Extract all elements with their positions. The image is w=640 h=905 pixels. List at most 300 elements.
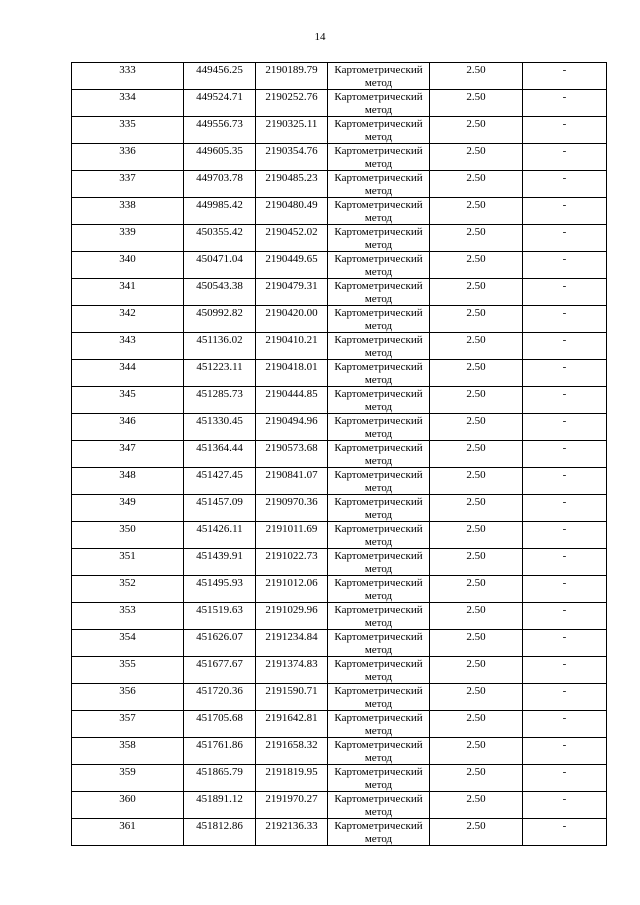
y-coordinate-cell [256, 765, 328, 792]
y-coordinate-cell-text: 2191658.32 [265, 739, 318, 751]
y-coordinate-cell [256, 495, 328, 522]
y-coordinate-cell [256, 306, 328, 333]
y-coordinate-cell [256, 63, 328, 90]
y-coordinate-cell-text: 2190573.68 [265, 442, 318, 454]
accuracy-cell-text: 2.50 [466, 442, 486, 454]
method-cell [328, 792, 430, 819]
table-row [72, 522, 607, 549]
x-coordinate-cell [184, 684, 256, 711]
point-number-cell-text: 336 [119, 145, 136, 157]
table-row [72, 819, 607, 846]
method-cell [328, 360, 430, 387]
x-coordinate-cell [184, 90, 256, 117]
y-coordinate-cell-text: 2191819.95 [265, 766, 318, 778]
x-coordinate-cell-text: 449524.71 [196, 91, 243, 103]
description-cell [523, 117, 607, 144]
x-coordinate-cell-text: 451439.91 [196, 550, 243, 562]
method-cell-text: Картометрический метод [334, 280, 423, 305]
description-cell-text: - [562, 739, 567, 751]
y-coordinate-cell [256, 117, 328, 144]
y-coordinate-cell [256, 252, 328, 279]
method-cell-text: Картометрический метод [334, 118, 423, 143]
table-row [72, 414, 607, 441]
accuracy-cell-text: 2.50 [466, 604, 486, 616]
description-cell-text: - [562, 361, 567, 373]
y-coordinate-cell-text: 2190444.85 [265, 388, 318, 400]
description-cell-text: - [562, 631, 567, 643]
description-cell [523, 252, 607, 279]
x-coordinate-cell-text: 450471.04 [196, 253, 243, 265]
accuracy-cell [430, 441, 523, 468]
method-cell [328, 603, 430, 630]
point-number-cell [72, 306, 184, 333]
accuracy-cell-text: 2.50 [466, 577, 486, 589]
point-number-cell [72, 468, 184, 495]
table-row [72, 225, 607, 252]
accuracy-cell [430, 387, 523, 414]
point-number-cell-text: 344 [119, 361, 136, 373]
x-coordinate-cell [184, 657, 256, 684]
point-number-cell-text: 358 [119, 739, 136, 751]
point-number-cell [72, 495, 184, 522]
x-coordinate-cell-text: 451705.68 [196, 712, 243, 724]
y-coordinate-cell-text: 2191011.69 [265, 523, 318, 535]
point-number-cell-text: 356 [119, 685, 136, 697]
table-row [72, 630, 607, 657]
x-coordinate-cell [184, 414, 256, 441]
x-coordinate-cell [184, 306, 256, 333]
x-coordinate-cell [184, 144, 256, 171]
description-cell-text: - [562, 415, 567, 427]
table-row [72, 279, 607, 306]
method-cell-text: Картометрический метод [334, 766, 423, 791]
table-row [72, 468, 607, 495]
description-cell-text: - [562, 172, 567, 184]
method-cell-text: Картометрический метод [334, 307, 423, 332]
point-number-cell [72, 657, 184, 684]
description-cell-text: - [562, 820, 567, 832]
y-coordinate-cell-text: 2190410.21 [265, 334, 318, 346]
accuracy-cell-text: 2.50 [466, 280, 486, 292]
accuracy-cell-text: 2.50 [466, 415, 486, 427]
accuracy-cell [430, 549, 523, 576]
point-number-cell-text: 353 [119, 604, 136, 616]
table-row [72, 765, 607, 792]
description-cell-text: - [562, 604, 567, 616]
x-coordinate-cell [184, 225, 256, 252]
accuracy-cell-text: 2.50 [466, 91, 486, 103]
point-number-cell-text: 338 [119, 199, 136, 211]
y-coordinate-cell-text: 2190485.23 [265, 172, 318, 184]
method-cell-text: Картометрический метод [334, 91, 423, 116]
y-coordinate-cell [256, 360, 328, 387]
y-coordinate-cell [256, 414, 328, 441]
method-cell-text: Картометрический метод [334, 712, 423, 737]
x-coordinate-cell [184, 441, 256, 468]
method-cell [328, 441, 430, 468]
description-cell-text: - [562, 199, 567, 211]
description-cell [523, 171, 607, 198]
point-number-cell-text: 334 [119, 91, 136, 103]
y-coordinate-cell [256, 792, 328, 819]
x-coordinate-cell-text: 449456.25 [196, 64, 243, 76]
method-cell [328, 738, 430, 765]
accuracy-cell-text: 2.50 [466, 388, 486, 400]
x-coordinate-cell-text: 451812.86 [196, 820, 243, 832]
y-coordinate-cell-text: 2190189.79 [265, 64, 318, 76]
description-cell-text: - [562, 712, 567, 724]
description-cell [523, 630, 607, 657]
table-row [72, 441, 607, 468]
point-number-cell-text: 345 [119, 388, 136, 400]
y-coordinate-cell-text: 2191022.73 [265, 550, 318, 562]
y-coordinate-cell [256, 684, 328, 711]
x-coordinate-cell-text: 451223.11 [196, 361, 243, 373]
x-coordinate-cell [184, 252, 256, 279]
method-cell-text: Картометрический метод [334, 685, 423, 710]
point-number-cell-text: 355 [119, 658, 136, 670]
method-cell-text: Картометрический метод [334, 226, 423, 251]
y-coordinate-cell [256, 279, 328, 306]
accuracy-cell-text: 2.50 [466, 523, 486, 535]
y-coordinate-cell [256, 225, 328, 252]
accuracy-cell [430, 711, 523, 738]
method-cell-text: Картометрический метод [334, 550, 423, 575]
table-row [72, 144, 607, 171]
x-coordinate-cell-text: 451677.67 [196, 658, 243, 670]
description-cell [523, 576, 607, 603]
accuracy-cell [430, 522, 523, 549]
method-cell [328, 711, 430, 738]
x-coordinate-cell-text: 450992.82 [196, 307, 243, 319]
method-cell-text: Картометрический метод [334, 442, 423, 467]
y-coordinate-cell [256, 198, 328, 225]
description-cell [523, 657, 607, 684]
method-cell [328, 279, 430, 306]
accuracy-cell [430, 630, 523, 657]
method-cell [328, 657, 430, 684]
x-coordinate-cell-text: 451720.36 [196, 685, 243, 697]
method-cell [328, 684, 430, 711]
description-cell [523, 225, 607, 252]
method-cell [328, 117, 430, 144]
x-coordinate-cell-text: 450355.42 [196, 226, 243, 238]
accuracy-cell [430, 90, 523, 117]
description-cell [523, 441, 607, 468]
point-number-cell-text: 333 [119, 64, 136, 76]
y-coordinate-cell-text: 2191234.84 [265, 631, 318, 643]
y-coordinate-cell-text: 2191029.96 [265, 604, 318, 616]
point-number-cell [72, 819, 184, 846]
method-cell-text: Картометрический метод [334, 604, 423, 629]
method-cell-text: Картометрический метод [334, 172, 423, 197]
point-number-cell-text: 354 [119, 631, 136, 643]
description-cell [523, 306, 607, 333]
accuracy-cell [430, 306, 523, 333]
method-cell [328, 144, 430, 171]
method-cell [328, 495, 430, 522]
method-cell-text: Картометрический метод [334, 631, 423, 656]
method-cell [328, 90, 430, 117]
y-coordinate-cell-text: 2190252.76 [265, 91, 318, 103]
description-cell [523, 468, 607, 495]
y-coordinate-cell-text: 2190354.76 [265, 145, 318, 157]
x-coordinate-cell-text: 451626.07 [196, 631, 243, 643]
accuracy-cell-text: 2.50 [466, 145, 486, 157]
point-number-cell [72, 711, 184, 738]
x-coordinate-cell [184, 630, 256, 657]
point-number-cell-text: 342 [119, 307, 136, 319]
description-cell-text: - [562, 793, 567, 805]
y-coordinate-cell-text: 2190970.36 [265, 496, 318, 508]
table-row [72, 387, 607, 414]
accuracy-cell-text: 2.50 [466, 361, 486, 373]
y-coordinate-cell [256, 441, 328, 468]
page-number: 14 [314, 31, 326, 43]
accuracy-cell [430, 63, 523, 90]
description-cell-text: - [562, 496, 567, 508]
x-coordinate-cell [184, 468, 256, 495]
point-number-cell [72, 63, 184, 90]
accuracy-cell [430, 792, 523, 819]
method-cell [328, 819, 430, 846]
description-cell [523, 63, 607, 90]
accuracy-cell-text: 2.50 [466, 64, 486, 76]
x-coordinate-cell-text: 449556.73 [196, 118, 243, 130]
point-number-cell [72, 225, 184, 252]
description-cell-text: - [562, 577, 567, 589]
method-cell-text: Картометрический метод [334, 658, 423, 683]
accuracy-cell [430, 657, 523, 684]
accuracy-cell-text: 2.50 [466, 496, 486, 508]
description-cell-text: - [562, 307, 567, 319]
x-coordinate-cell [184, 198, 256, 225]
description-cell-text: - [562, 685, 567, 697]
accuracy-cell [430, 144, 523, 171]
method-cell [328, 63, 430, 90]
point-number-cell-text: 340 [119, 253, 136, 265]
accuracy-cell [430, 360, 523, 387]
y-coordinate-cell-text: 2192136.33 [265, 820, 318, 832]
method-cell [328, 576, 430, 603]
y-coordinate-cell [256, 630, 328, 657]
point-number-cell [72, 360, 184, 387]
y-coordinate-cell [256, 468, 328, 495]
description-cell-text: - [562, 64, 567, 76]
table-row [72, 171, 607, 198]
accuracy-cell [430, 414, 523, 441]
x-coordinate-cell [184, 387, 256, 414]
description-cell-text: - [562, 334, 567, 346]
y-coordinate-cell-text: 2191012.06 [265, 577, 318, 589]
point-number-cell [72, 603, 184, 630]
method-cell-text: Картометрический метод [334, 577, 423, 602]
point-number-cell [72, 414, 184, 441]
table-row [72, 495, 607, 522]
point-number-cell-text: 335 [119, 118, 136, 130]
table-row [72, 360, 607, 387]
y-coordinate-cell-text: 2190841.07 [265, 469, 318, 481]
description-cell [523, 603, 607, 630]
point-number-cell [72, 252, 184, 279]
y-coordinate-cell [256, 819, 328, 846]
accuracy-cell [430, 117, 523, 144]
point-number-cell [72, 792, 184, 819]
accuracy-cell-text: 2.50 [466, 469, 486, 481]
x-coordinate-cell [184, 738, 256, 765]
y-coordinate-cell-text: 2191642.81 [265, 712, 318, 724]
accuracy-cell-text: 2.50 [466, 172, 486, 184]
method-cell-text: Картометрический метод [334, 469, 423, 494]
method-cell-text: Картометрический метод [334, 199, 423, 224]
y-coordinate-cell [256, 522, 328, 549]
description-cell-text: - [562, 253, 567, 265]
method-cell [328, 549, 430, 576]
description-cell-text: - [562, 91, 567, 103]
accuracy-cell-text: 2.50 [466, 766, 486, 778]
accuracy-cell [430, 171, 523, 198]
y-coordinate-cell-text: 2191374.83 [265, 658, 318, 670]
y-coordinate-cell-text: 2190418.01 [265, 361, 318, 373]
point-number-cell [72, 576, 184, 603]
y-coordinate-cell [256, 657, 328, 684]
y-coordinate-cell-text: 2190325.11 [265, 118, 318, 130]
point-number-cell [72, 630, 184, 657]
y-coordinate-cell [256, 387, 328, 414]
x-coordinate-cell [184, 549, 256, 576]
x-coordinate-cell-text: 451427.45 [196, 469, 243, 481]
x-coordinate-cell [184, 711, 256, 738]
accuracy-cell [430, 684, 523, 711]
table-row [72, 792, 607, 819]
method-cell-text: Картометрический метод [334, 793, 423, 818]
point-number-cell [72, 279, 184, 306]
method-cell-text: Картометрический метод [334, 361, 423, 386]
method-cell-text: Картометрический метод [334, 388, 423, 413]
y-coordinate-cell-text: 2190480.49 [265, 199, 318, 211]
table-row [72, 252, 607, 279]
point-number-cell [72, 738, 184, 765]
accuracy-cell-text: 2.50 [466, 253, 486, 265]
x-coordinate-cell [184, 792, 256, 819]
x-coordinate-cell [184, 171, 256, 198]
description-cell-text: - [562, 280, 567, 292]
x-coordinate-cell-text: 451136.02 [196, 334, 243, 346]
accuracy-cell [430, 738, 523, 765]
y-coordinate-cell [256, 711, 328, 738]
method-cell-text: Картометрический метод [334, 739, 423, 764]
x-coordinate-cell [184, 63, 256, 90]
y-coordinate-cell-text: 2191590.71 [265, 685, 318, 697]
point-number-cell-text: 360 [119, 793, 136, 805]
point-number-cell [72, 387, 184, 414]
y-coordinate-cell [256, 549, 328, 576]
x-coordinate-cell-text: 451330.45 [196, 415, 243, 427]
method-cell [328, 198, 430, 225]
method-cell [328, 225, 430, 252]
description-cell [523, 90, 607, 117]
point-number-cell-text: 341 [119, 280, 136, 292]
description-cell [523, 819, 607, 846]
accuracy-cell-text: 2.50 [466, 712, 486, 724]
accuracy-cell-text: 2.50 [466, 658, 486, 670]
accuracy-cell [430, 252, 523, 279]
accuracy-cell [430, 279, 523, 306]
accuracy-cell-text: 2.50 [466, 226, 486, 238]
description-cell [523, 387, 607, 414]
table-row [72, 576, 607, 603]
method-cell-text: Картометрический метод [334, 64, 423, 89]
description-cell-text: - [562, 523, 567, 535]
point-number-cell-text: 350 [119, 523, 136, 535]
point-number-cell-text: 337 [119, 172, 136, 184]
method-cell-text: Картометрический метод [334, 253, 423, 278]
table-row [72, 711, 607, 738]
point-number-cell-text: 357 [119, 712, 136, 724]
description-cell [523, 144, 607, 171]
description-cell [523, 711, 607, 738]
accuracy-cell [430, 819, 523, 846]
method-cell-text: Картометрический метод [334, 334, 423, 359]
method-cell-text: Картометрический метод [334, 415, 423, 440]
table-row [72, 198, 607, 225]
accuracy-cell [430, 468, 523, 495]
accuracy-cell [430, 576, 523, 603]
x-coordinate-cell [184, 117, 256, 144]
description-cell [523, 414, 607, 441]
accuracy-cell [430, 333, 523, 360]
point-number-cell-text: 346 [119, 415, 136, 427]
accuracy-cell-text: 2.50 [466, 820, 486, 832]
x-coordinate-cell [184, 765, 256, 792]
y-coordinate-cell-text: 2190452.02 [265, 226, 318, 238]
description-cell-text: - [562, 550, 567, 562]
method-cell [328, 765, 430, 792]
x-coordinate-cell-text: 450543.38 [196, 280, 243, 292]
x-coordinate-cell [184, 603, 256, 630]
table-row [72, 306, 607, 333]
x-coordinate-cell-text: 449985.42 [196, 199, 243, 211]
y-coordinate-cell-text: 2190420.00 [265, 307, 318, 319]
table-row [72, 684, 607, 711]
table-row [72, 333, 607, 360]
y-coordinate-cell-text: 2190479.31 [265, 280, 318, 292]
y-coordinate-cell [256, 576, 328, 603]
table-row [72, 117, 607, 144]
x-coordinate-cell-text: 449605.35 [196, 145, 243, 157]
description-cell [523, 765, 607, 792]
accuracy-cell [430, 765, 523, 792]
point-number-cell [72, 522, 184, 549]
description-cell [523, 495, 607, 522]
method-cell [328, 306, 430, 333]
point-number-cell [72, 333, 184, 360]
method-cell [328, 414, 430, 441]
y-coordinate-cell-text: 2191970.27 [265, 793, 318, 805]
accuracy-cell [430, 225, 523, 252]
description-cell [523, 279, 607, 306]
x-coordinate-cell [184, 819, 256, 846]
x-coordinate-cell-text: 451285.73 [196, 388, 243, 400]
x-coordinate-cell-text: 451865.79 [196, 766, 243, 778]
point-number-cell [72, 549, 184, 576]
description-cell [523, 738, 607, 765]
point-number-cell-text: 343 [119, 334, 136, 346]
method-cell [328, 171, 430, 198]
x-coordinate-cell-text: 451364.44 [196, 442, 243, 454]
point-number-cell [72, 198, 184, 225]
point-number-cell-text: 348 [119, 469, 136, 481]
